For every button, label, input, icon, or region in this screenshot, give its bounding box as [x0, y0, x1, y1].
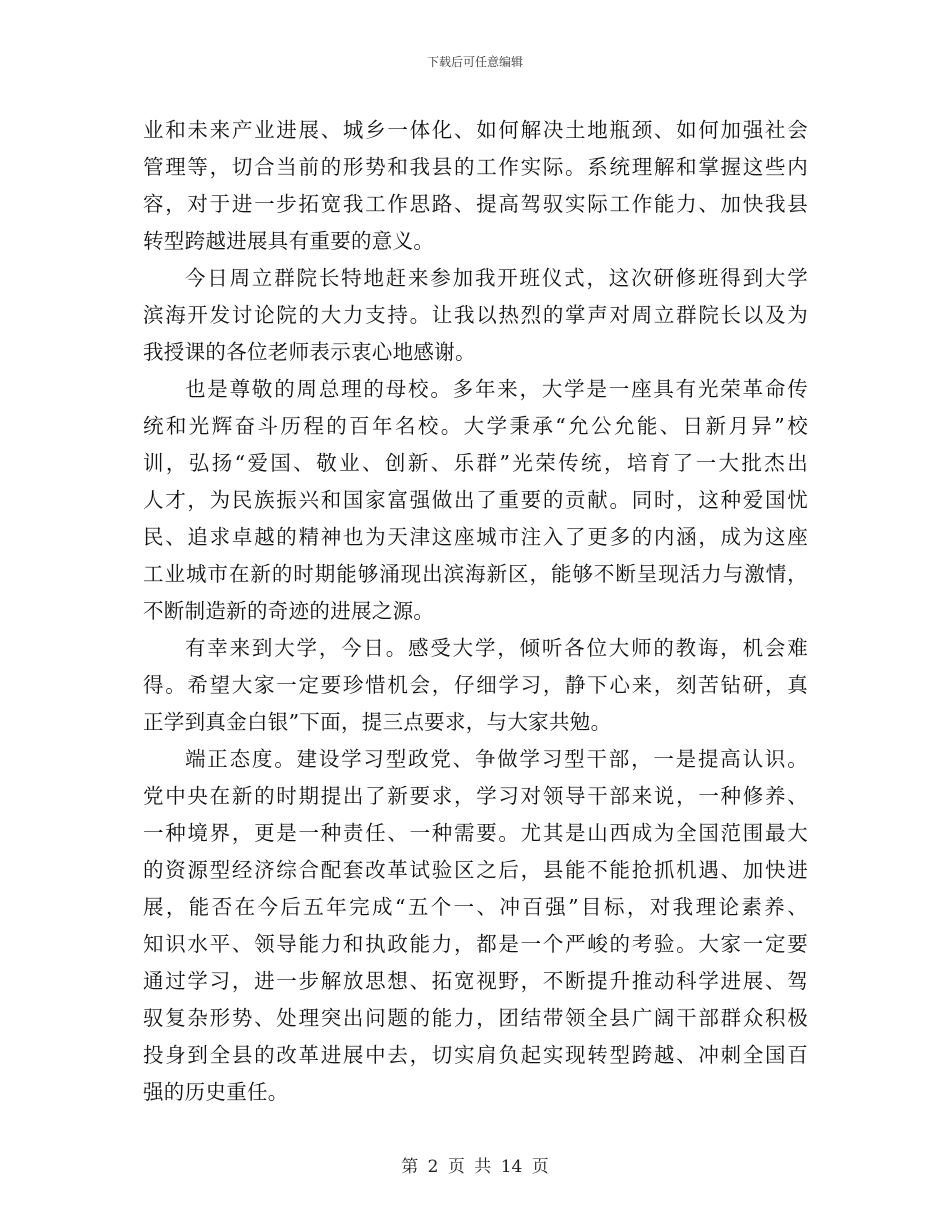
paragraph-3-line-3: 训，弘扬“爱国、敬业、创新、乐群”光荣传统，培育了一大批杰出	[143, 451, 808, 475]
document-body	[143, 112, 808, 1111]
paragraph-1-line-4: 转型跨越进展具有重要的意义。	[143, 229, 435, 253]
paragraph-4-line-2: 得。希望大家一定要珍惜机会，仔细学习，静下心来，刻苦钻研，真	[143, 673, 808, 697]
paragraph-2-line-1: 今日周立群院长特地赶来参加我开班仪式，这次研修班得到大学	[185, 266, 808, 290]
page-header: 下载后可任意编辑	[426, 55, 523, 69]
paragraph-3-line-5: 民、追求卓越的精神也为天津这座城市注入了更多的内涵，成为这座	[143, 525, 808, 549]
paragraph-5-line-1: 端正态度。建设学习型政党、争做学习型干部，一是提高认识。	[185, 747, 808, 771]
paragraph-5-line-2: 党中央在新的时期提出了新要求，学习对领导干部来说，一种修养、	[143, 784, 808, 808]
paragraph-5-line-3: 一种境界，更是一种责任、一种需要。尤其是山西成为全国范围最大	[143, 821, 808, 845]
paragraph-5-line-4: 的资源型经济综合配套改革试验区之后，县能不能抢抓机遇、加快进	[143, 858, 808, 882]
paragraph-1-line-1: 业和未来产业进展、城乡一体化、如何解决土地瓶颈、如何加强社会	[143, 118, 808, 142]
paragraph-2-line-3: 我授课的各位老师表示衷心地感谢。	[143, 340, 476, 364]
paragraph-5-line-8: 驭复杂形势、处理突出问题的能力，团结带领全县广阔干部群众积极	[143, 1006, 808, 1030]
paragraph-3-line-2: 统和光辉奋斗历程的百年名校。大学秉承“允公允能、日新月异”校	[143, 414, 808, 438]
paragraph-3-line-7: 不断制造新的奇迹的进展之源。	[143, 599, 435, 623]
page-number-footer: 第 2 页 共 14 页	[401, 1157, 549, 1177]
paragraph-3-line-1: 也是尊敬的周总理的母校。多年来，大学是一座具有光荣革命传	[185, 377, 808, 401]
paragraph-5-line-6: 知识水平、领导能力和执政能力，都是一个严峻的考验。大家一定要	[143, 932, 808, 956]
paragraph-2-line-2: 滨海开发讨论院的大力支持。让我以热烈的掌声对周立群院长以及为	[143, 303, 808, 327]
paragraph-4-line-1: 有幸来到大学，今日。感受大学，倾听各位大师的教诲，机会难	[185, 636, 808, 660]
paragraph-5-line-7: 通过学习，进一步解放思想、拓宽视野，不断提升推动科学进展、驾	[143, 969, 808, 993]
paragraph-1-line-2: 管理等，切合当前的形势和我县的工作实际。系统理解和掌握这些内	[143, 155, 808, 179]
paragraph-5-line-5: 展，能否在今后五年完成“五个一、冲百强”目标，对我理论素养、	[143, 895, 808, 919]
paragraph-3-line-4: 人才，为民族振兴和国家富强做出了重要的贡献。同时，这种爱国忧	[143, 488, 808, 512]
paragraph-1-line-3: 容，对于进一步拓宽我工作思路、提高驾驭实际工作能力、加快我县	[143, 192, 808, 216]
paragraph-3-line-6: 工业城市在新的时期能够涌现出滨海新区，能够不断呈现活力与激情，	[143, 562, 808, 586]
paragraph-5-line-9: 投身到全县的改革进展中去，切实肩负起实现转型跨越、冲刺全国百	[143, 1043, 808, 1067]
paragraph-5-line-10: 强的历史重任。	[143, 1080, 289, 1104]
paragraph-4-line-3: 正学到真金白银”下面，提三点要求，与大家共勉。	[143, 710, 612, 734]
